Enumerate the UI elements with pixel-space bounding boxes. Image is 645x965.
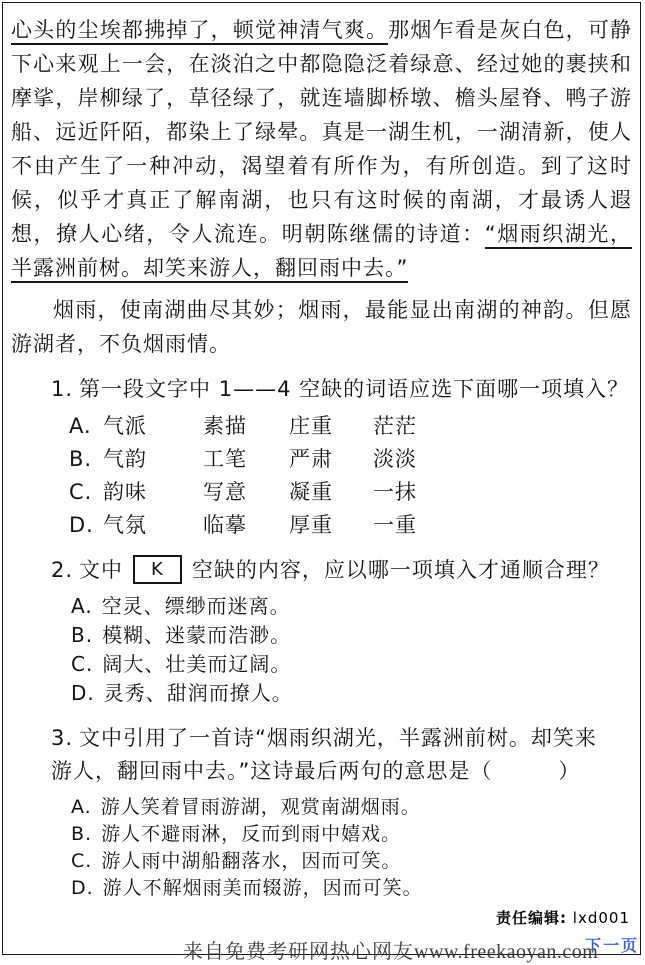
option-label-a: A. [69, 414, 92, 438]
option-d-word-4: 一重 [373, 513, 417, 537]
option-label-c: C. [69, 480, 93, 504]
question-2-text-after: 空缺的内容，应以哪一项填入才通顺合理？ [191, 558, 610, 582]
editor-credit-label: 责任编辑: [496, 909, 568, 927]
question-2-number: 2. [51, 558, 74, 582]
option-b-word-1: 气韵 [103, 447, 147, 471]
passage-body-text: 那烟乍看是灰白色，可静下心来观上一会，在淡泊之中都隐隐泛着绿意、经过她的裹挟和摩挲，岸柳绿了，草径绿了，就连墙脚桥墩、檐头屋脊、鸭子游船、远近阡陌，都染上了绿晕。真是一湖生机，一湖清新，使人不由产生了一种冲动，渴望着有所作为，有所创造。到了这时候，似乎才真正了解南湖，也只有这时候的南湖，才最诱人遐想，撩人心绪，令人流连。明朝陈继儒的诗道： [11, 18, 633, 246]
site-footer-url: www.freekaoyan.com [414, 941, 599, 963]
question-1-text: 第一段文字中 1——4 空缺的词语应选下面哪一项填入？ [79, 377, 630, 401]
option-c-word-4: 一抹 [373, 480, 417, 504]
option-a-word-1: 气派 [103, 414, 147, 438]
question-2-option-c: C. 阔大、壮美而辽阔。 [71, 652, 292, 676]
passage-paragraph-2: 烟雨，使南湖曲尽其妙；烟雨，最能显出南湖的神韵。但愿游湖者，不负烟雨情。 [11, 298, 632, 356]
option-d-word-1: 气氛 [103, 513, 147, 537]
question-3-heading [51, 722, 632, 788]
question-3-text: 文中引用了一首诗“烟雨织湖光，半露洲前树。却笑来游人，翻回雨中去。”这诗最后两句的意思是（ ） [51, 726, 597, 783]
underlined-poem-quote: “烟雨织湖光，半露洲前树。却笑来游人，翻回雨中去。” [11, 222, 632, 283]
question-3-number: 3. [51, 726, 74, 750]
question-3-option-d: D. 游人不解烟雨美而辍游，因而可笑。 [71, 877, 423, 899]
option-c-word-1: 韵味 [103, 480, 147, 504]
site-footer [183, 935, 598, 964]
question-3-option-c: C. 游人雨中湖船翻落水，因而可笑。 [71, 850, 402, 872]
question-2 [51, 554, 632, 708]
option-label-b: B. [69, 447, 93, 471]
question-2-option-b: B. 模糊、迷蒙而浩渺。 [71, 623, 292, 647]
question-1-heading [51, 373, 632, 405]
question-3-option-b: B. 游人不避雨淋，反而到雨中嬉戏。 [71, 823, 402, 845]
question-1 [51, 373, 632, 540]
next-page-link[interactable]: 下一页 [584, 936, 639, 955]
option-a-word-2: 素描 [203, 414, 247, 438]
option-b-word-3: 严肃 [289, 447, 333, 471]
option-b-word-2: 工笔 [203, 447, 247, 471]
question-3 [51, 722, 632, 902]
question-2-heading [51, 554, 632, 586]
option-d-word-3: 厚重 [289, 513, 333, 537]
editor-credit [496, 907, 630, 928]
option-b-word-4: 淡淡 [373, 447, 417, 471]
editor-credit-id: lxd001 [572, 909, 630, 927]
option-label-d: D. [69, 513, 94, 537]
option-d-word-2: 临摹 [203, 513, 247, 537]
question-2-option-a: A. 空灵、缥缈而迷离。 [71, 594, 291, 618]
option-a-word-3: 庄重 [289, 414, 333, 438]
question-2-options [71, 592, 632, 708]
question-1-options-grid [69, 411, 632, 540]
question-2-option-d: D. 灵秀、甜润而撩人。 [71, 681, 293, 705]
option-a-word-4: 茫茫 [373, 414, 417, 438]
site-footer-note: 来自免费考研网热心网友 [183, 939, 414, 963]
underlined-opening-sentence: 心头的尘埃都拂掉了，顿觉神清气爽。 [11, 18, 388, 45]
question-3-options [71, 794, 632, 902]
option-c-word-2: 写意 [203, 480, 247, 504]
question-1-number: 1. [51, 377, 74, 401]
question-2-text-before: 文中 [79, 558, 124, 582]
question-3-option-a: A. 游人笑着冒雨游湖，观赏南湖烟雨。 [71, 796, 421, 818]
passage-paragraph-1 [11, 13, 632, 285]
page-border-frame [2, 2, 641, 955]
handwritten-content [3, 3, 640, 902]
k-placeholder-box: K [133, 555, 182, 584]
option-c-word-3: 凝重 [289, 480, 333, 504]
